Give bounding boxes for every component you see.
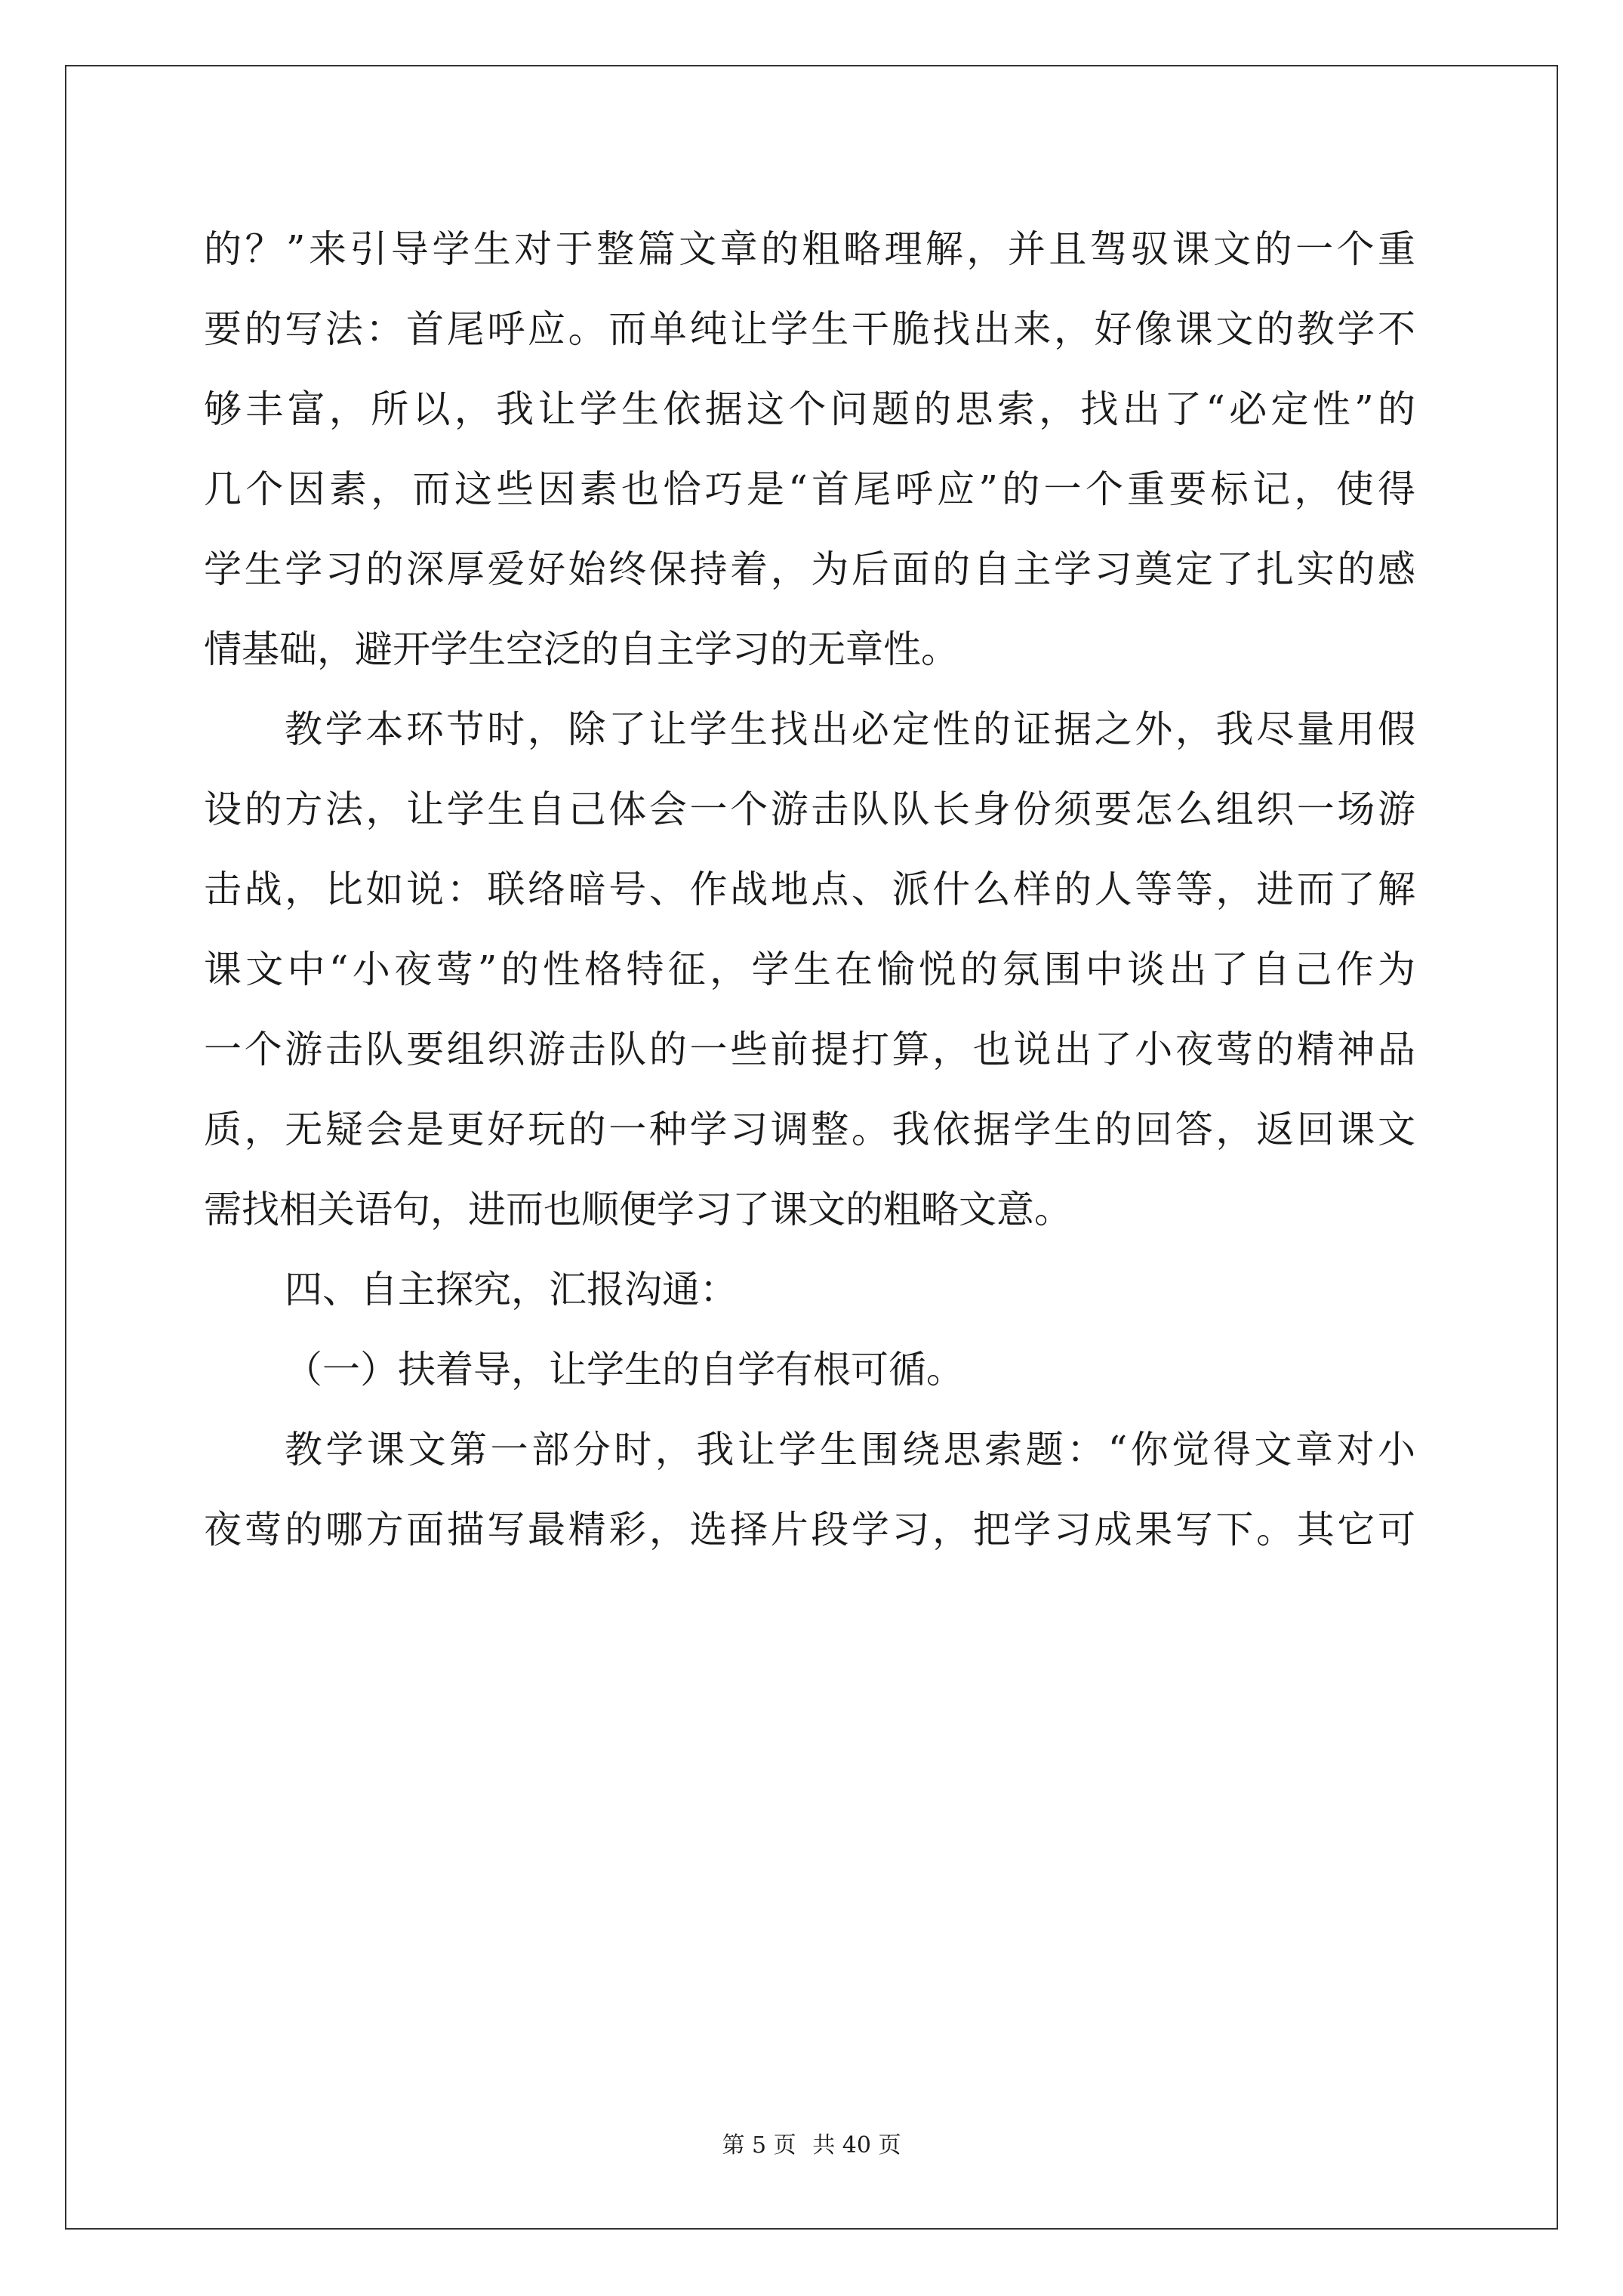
text-line: 一个游击队要组织游击队的一些前提打算，也说出了小夜莺的精神品 <box>204 1028 1415 1071</box>
text-line: 课文中“小夜莺”的性格特征，学生在愉悦的氛围中谈出了自己作为 <box>204 948 1415 991</box>
section-heading: 四、自主探究，汇报沟通： <box>285 1268 738 1311</box>
text-line: 击战，比如说：联络暗号、作战地点、派什么样的人等等，进而了解 <box>204 868 1415 911</box>
page-footer <box>0 2131 1623 2161</box>
text-line: 情基础，避开学生空泛的自主学习的无章性。 <box>204 627 959 671</box>
page-total: 共 40 页 <box>812 2132 901 2159</box>
text-line: 质，无疑会是更好玩的一种学习调整。我依据学生的回答，返回课文 <box>204 1108 1415 1151</box>
text-line: 设的方法，让学生自己体会一个游击队队长身份须要怎么组织一场游 <box>204 787 1415 831</box>
text-line: 教学本环节时，除了让学生找出必定性的证据之外，我尽量用假 <box>285 707 1415 751</box>
text-line: 学生学习的深厚爱好始终保持着，为后面的自主学习奠定了扎实的感 <box>204 547 1415 591</box>
text-line: 需找相关语句，进而也顺便学习了课文的粗略文意。 <box>204 1188 1072 1231</box>
page-number: 第 5 页 <box>722 2132 796 2159</box>
text-line: 夜莺的哪方面描写最精彩，选择片段学习，把学习成果写下。其它可 <box>204 1508 1415 1552</box>
text-line: 几个因素，而这些因素也恰巧是“首尾呼应”的一个重要标记，使得 <box>204 467 1415 511</box>
text-line: 要的写法：首尾呼应。而单纯让学生干脆找出来，好像课文的教学不 <box>204 307 1415 351</box>
text-line: 的？”来引导学生对于整篇文章的粗略理解，并且驾驭课文的一个重 <box>204 227 1415 271</box>
subsection-heading: （一）扶着导，让学生的自学有根可循。 <box>285 1348 964 1391</box>
text-line: 够丰富，所以，我让学生依据这个问题的思索，找出了“必定性”的 <box>204 387 1415 431</box>
text-line: 教学课文第一部分时，我让学生围绕思索题：“你觉得文章对小 <box>285 1428 1415 1472</box>
